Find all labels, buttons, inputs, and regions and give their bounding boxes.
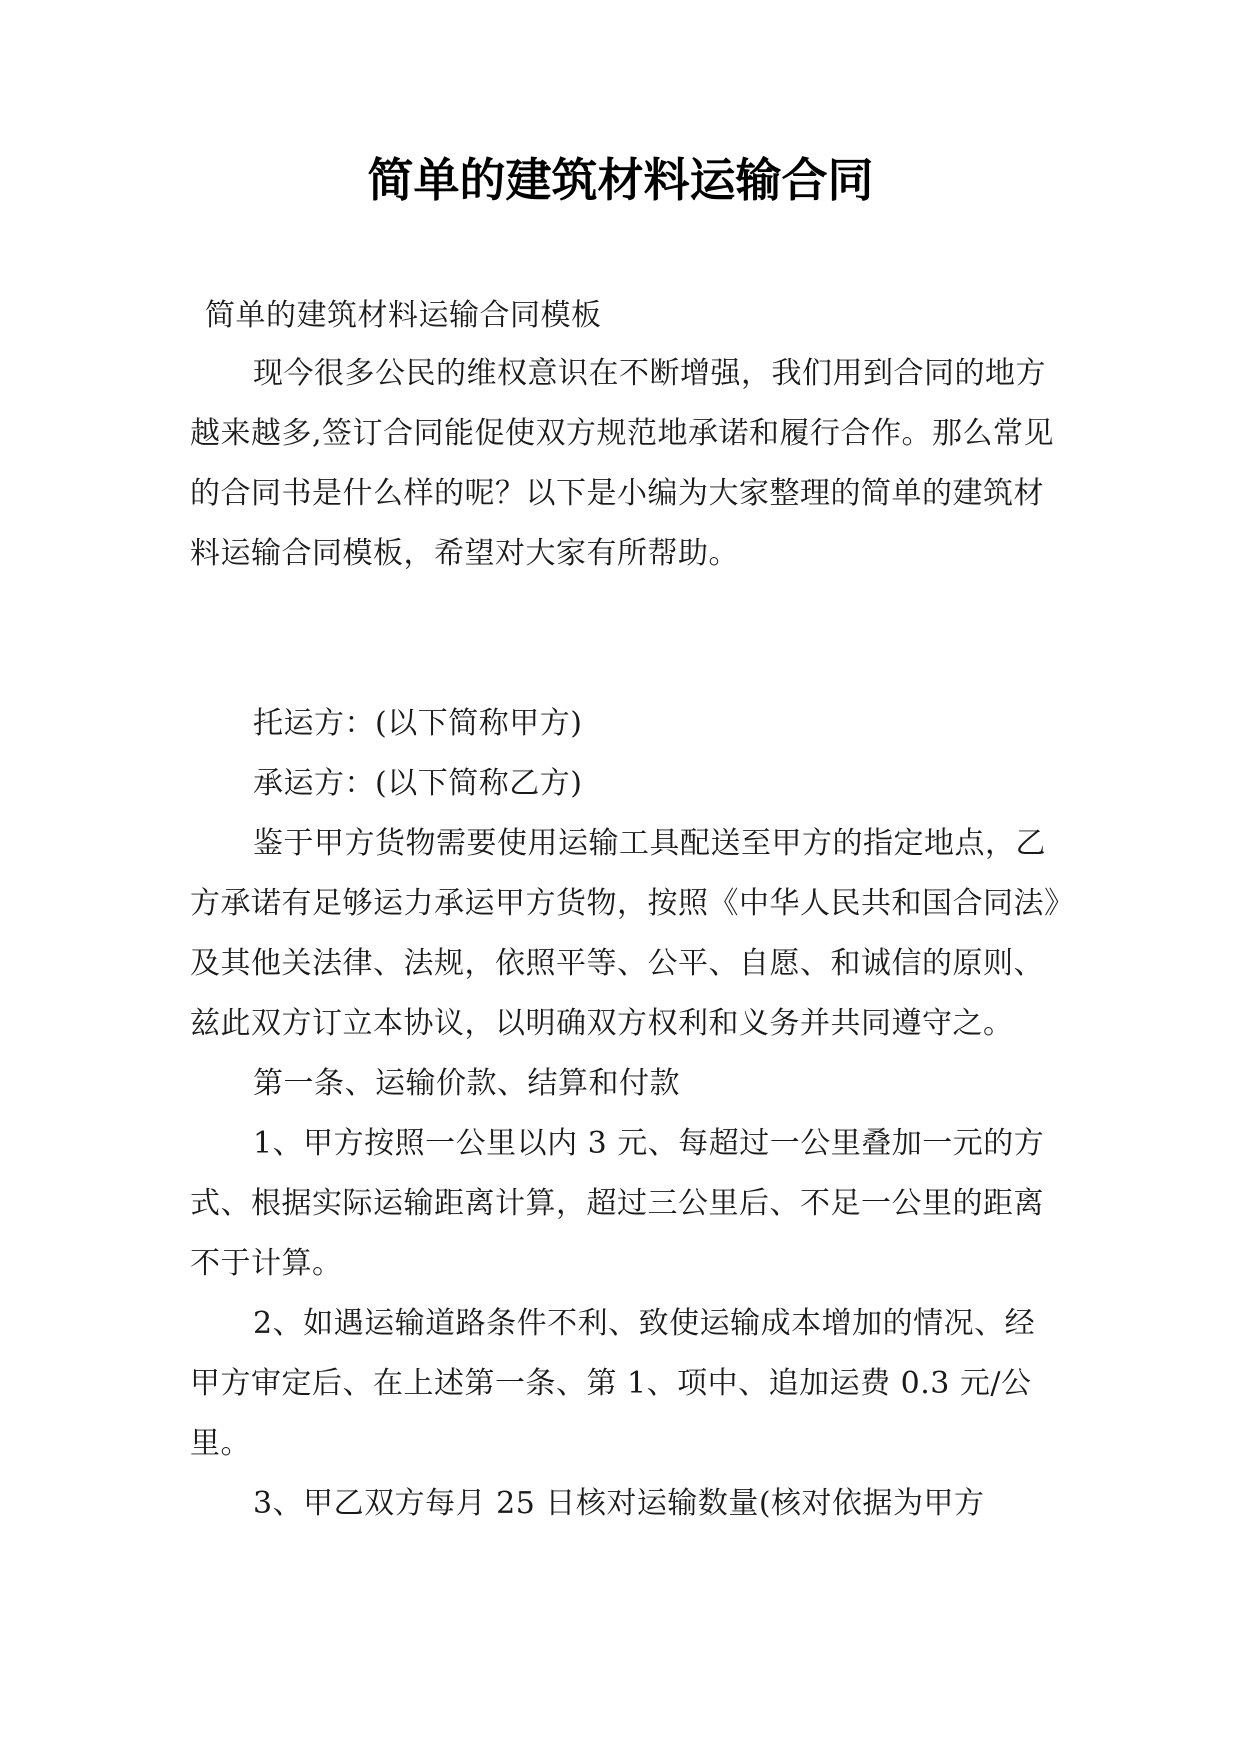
- intro-block: [190, 344, 1060, 584]
- party-b-line: 承运方：(以下简称乙方): [253, 766, 583, 801]
- clause-2: 2、如遇运输道路条件不利、致使运输成本增加的情况、经甲方审定后、在上述第一条、第 1、项中、追加运费 0.3 元/公里。: [190, 1306, 1036, 1461]
- party-a-line: 托运方：(以下简称甲方): [253, 706, 583, 741]
- article-heading: 第一条、运输价款、结算和付款: [253, 1066, 680, 1101]
- preamble-paragraph: 鉴于甲方货物需要使用运输工具配送至甲方的指定地点，乙方承诺有足够运力承运甲方货物，按照《中华人民共和国合同法》及其他关法律、法规，依照平等、公平、自愿、和诚信的原则、兹此双方订立本协议，以明确双方权利和义务并共同遵守之。: [190, 826, 1060, 1041]
- clause-1: 1、甲方按照一公里以内 3 元、每超过一公里叠加一元的方式、根据实际运输距离计算，超过三公里后、不足一公里的距离不于计算。: [190, 1126, 1045, 1281]
- document-subtitle: 简单的建筑材料运输合同模板: [205, 298, 602, 333]
- contract-body: [190, 694, 1060, 1534]
- intro-paragraph: 现今很多公民的维权意识在不断增强，我们用到合同的地方越来越多,签订合同能促使双方规范地承诺和履行合作。那么常见的合同书是什么样的呢？以下是小编为大家整理的简单的建筑材料运输合同模板，希望对大家有所帮助。: [190, 356, 1055, 571]
- document-title: 简单的建筑材料运输合同: [367, 153, 874, 207]
- clause-3: 3、甲乙双方每月 25 日核对运输数量(核对依据为甲方: [253, 1486, 985, 1521]
